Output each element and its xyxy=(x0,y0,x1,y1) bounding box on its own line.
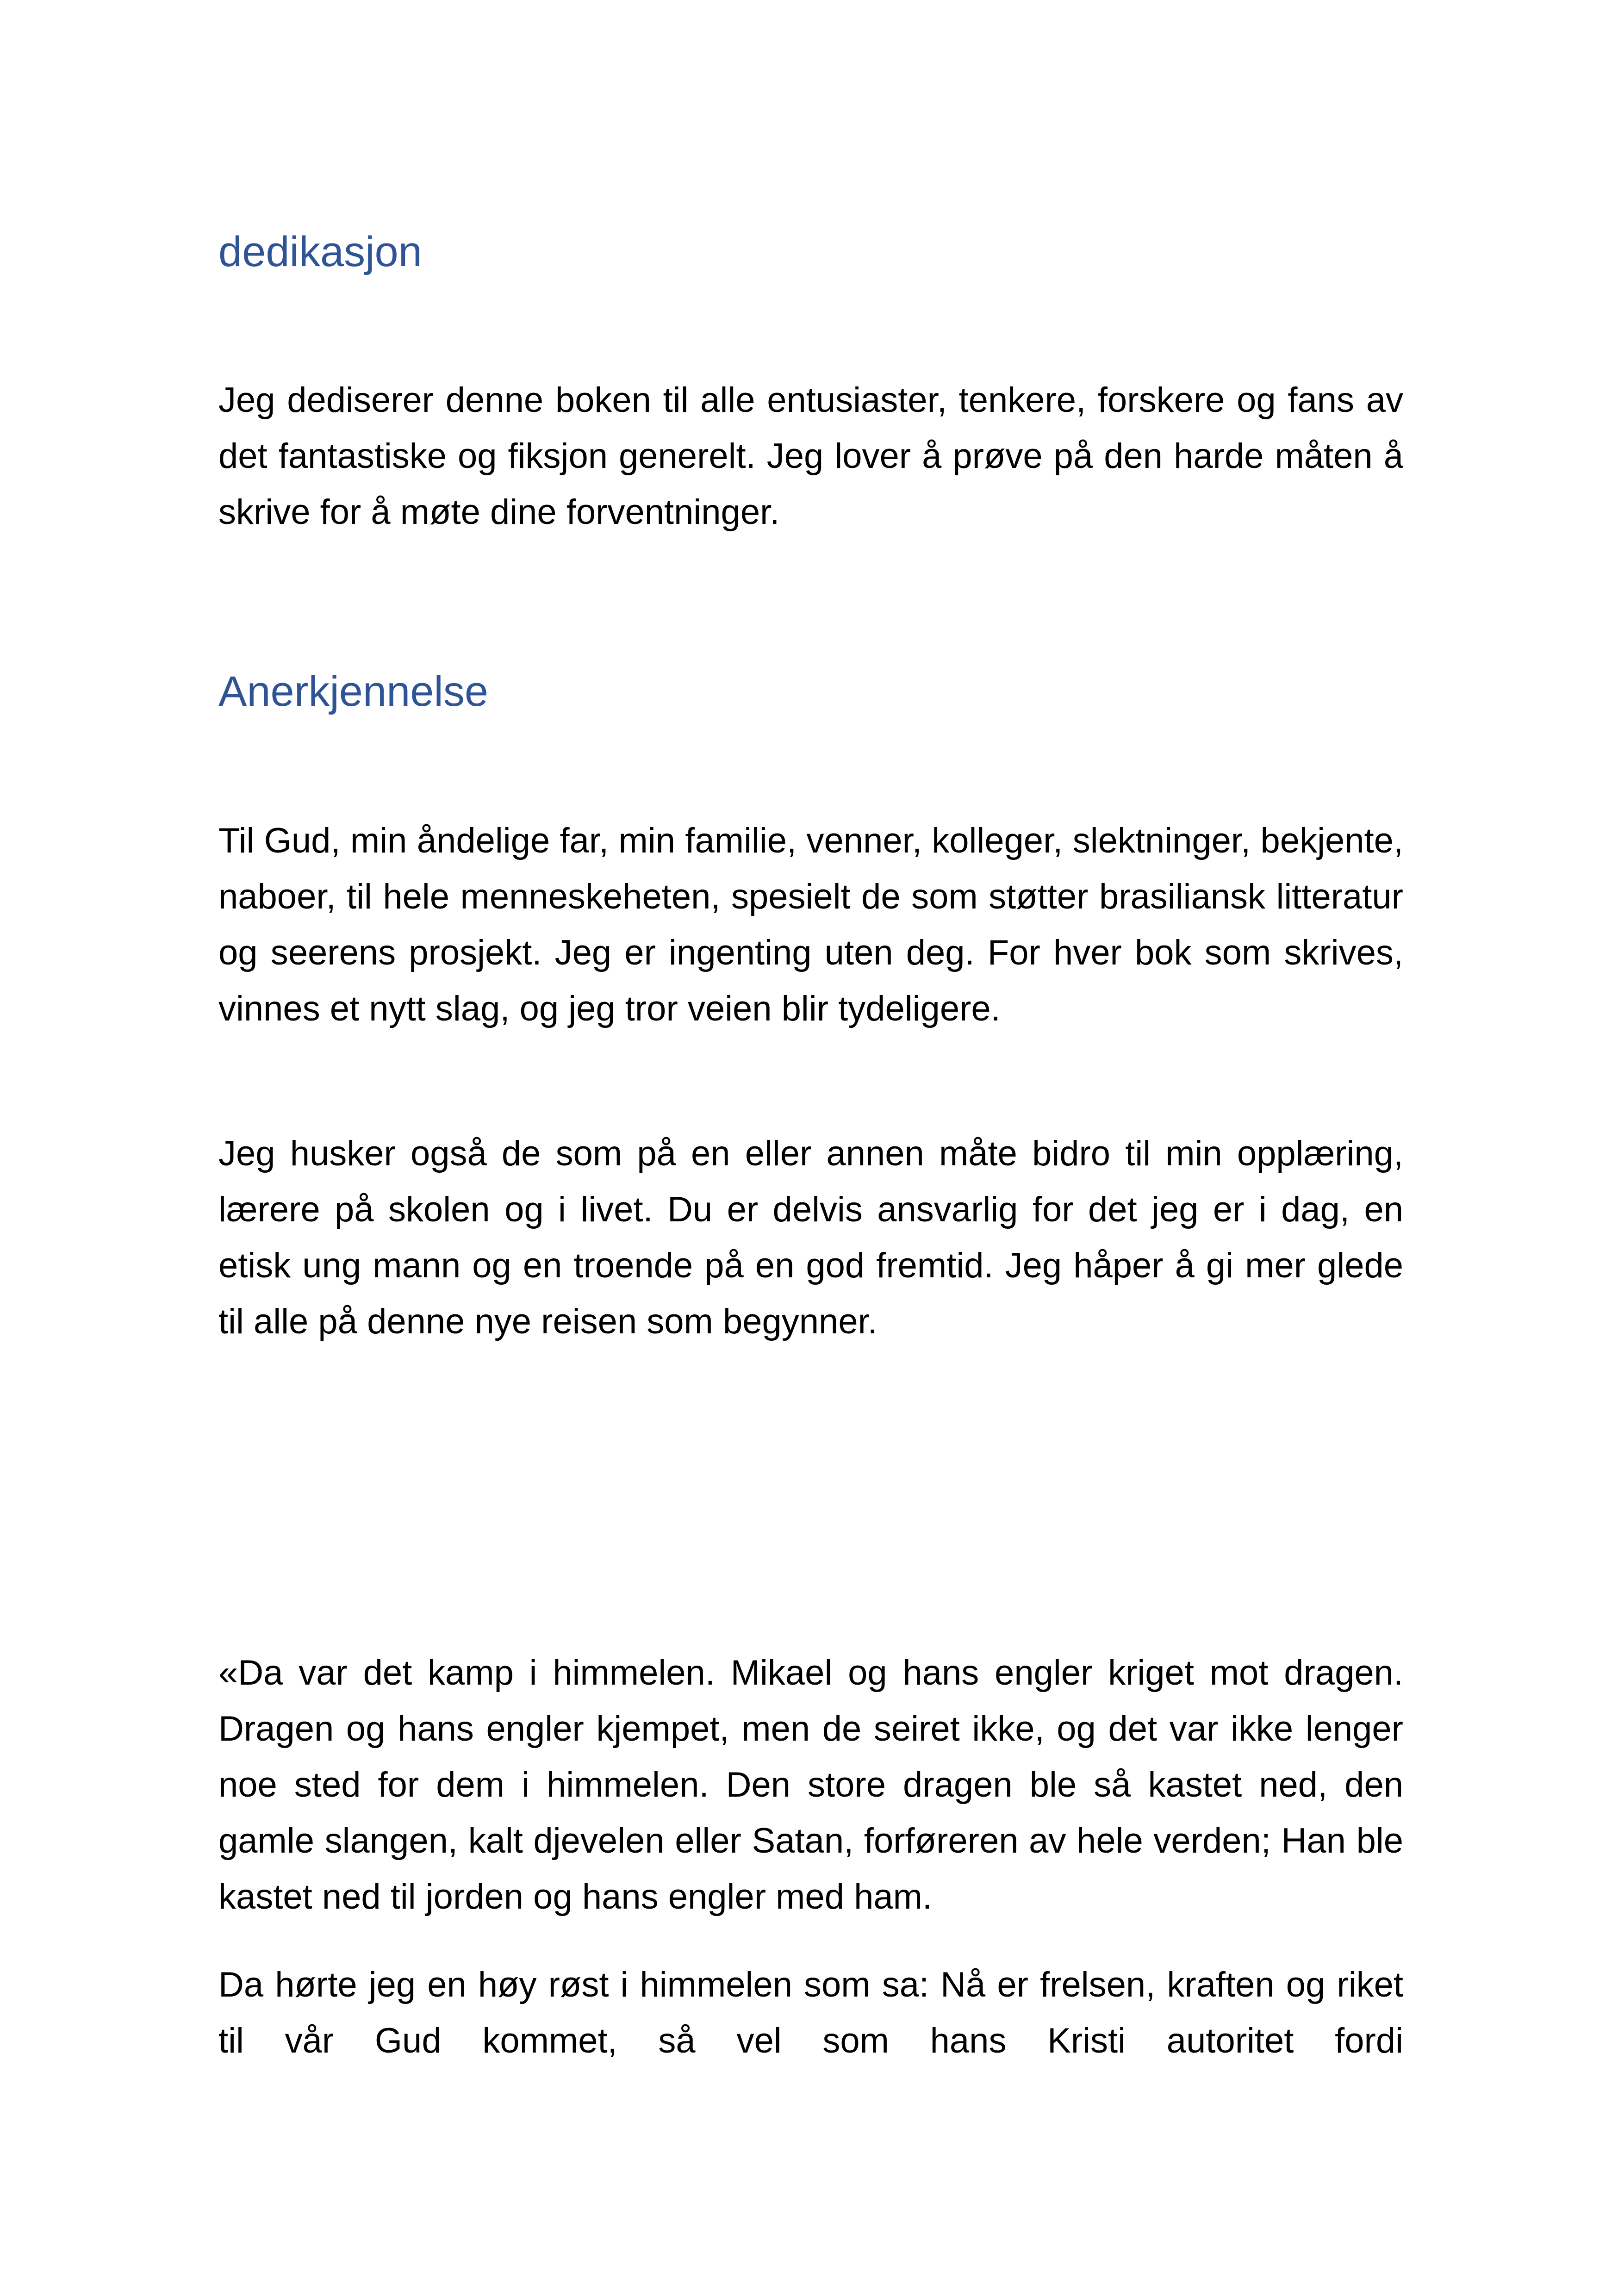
quote-paragraph: Da hørte jeg en høy røst i himmelen som sa: Nå er frelsen, kraften og riket til vår Gud kommet, så vel som hans Kristi autoritet fordi xyxy=(218,1965,1403,2060)
dedication-paragraph: Jeg dediserer denne boken til alle entusiaster, tenkere, forskere og fans av det fantastiske og fiksjon generelt. Jeg lover å prøve på den harde måten å skrive for å møte dine forventninger. xyxy=(218,380,1403,532)
dedication-heading: dedikasjon xyxy=(218,228,422,275)
acknowledgement-paragraph: Til Gud, min åndelige far, min familie, venner, kolleger, slektninger, bekjente, naboer, til hele menneskeheten, spesielt de som støtter brasiliansk litteratur og seerens prosjekt. Jeg er ingenting uten deg. For hver bok som skrives, vinnes et nytt slag, og jeg tror veien blir tydeligere. xyxy=(218,821,1403,1028)
acknowledgement-heading: Anerkjennelse xyxy=(218,668,489,715)
acknowledgement-paragraph: Jeg husker også de som på en eller annen måte bidro til min opplæring, lærere på skolen og i livet. Du er delvis ansvarlig for det jeg er i dag, en etisk ung mann og en troende på en god fremtid. Jeg håper å gi mer glede til alle på denne nye reisen som begynner. xyxy=(218,1134,1403,1341)
quote-paragraph: «Da var det kamp i himmelen. Mikael og hans engler kriget mot dragen. Dragen og hans engler kjempet, men de seiret ikke, og det var ikke lenger noe sted for dem i himmelen. Den store dragen ble så kastet ned, den gamle slangen, kalt djevelen eller Satan, forføreren av hele verden; Han ble kastet ned til jorden og hans engler med ham. xyxy=(218,1653,1403,1916)
